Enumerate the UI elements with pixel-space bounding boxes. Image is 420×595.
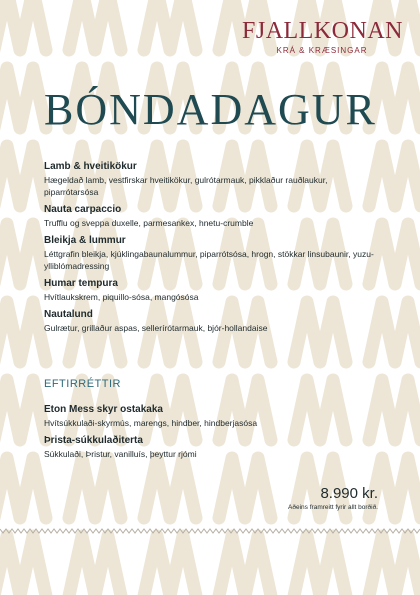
logo-name: FJALLKONAN xyxy=(242,18,403,44)
dish-item xyxy=(44,234,384,272)
dish-description: Léttgrafin bleikja, kjúklingabaunalummur, piparrótsósa, hrogn, stökkar linsubaunir, yuzu-ylliblómadressing xyxy=(44,249,374,271)
dish-name: Nautalund xyxy=(44,309,93,320)
zigzag-divider xyxy=(0,527,420,535)
dish-item xyxy=(44,203,384,229)
dish-description: Hægeldað lamb, vestfirskar hveitikökur, gulrótarmauk, pikklaður rauðlaukur, piparrótarsósa xyxy=(44,175,328,197)
dishes-list xyxy=(44,160,384,334)
logo-subtitle: KRÁ & KRÆSINGAR xyxy=(276,46,368,55)
desserts-heading: EFTIRRÉTTIR xyxy=(44,378,121,390)
dish-item xyxy=(44,308,384,334)
dessert-description: Súkkulaði, Þristur, vanilluís, þeyttur rjómi xyxy=(44,449,197,459)
page-title: BÓNDADAGUR xyxy=(44,85,377,134)
price-block xyxy=(288,485,378,513)
price-note: Aðeins framreitt fyrir allt borðið. xyxy=(288,504,378,511)
dish-name: Bleikja & lummur xyxy=(44,235,126,246)
dish-description: Trufflu og sveppa duxelle, parmesankex, hnetu-crumble xyxy=(44,218,254,228)
dish-name: Humar tempura xyxy=(44,278,118,289)
dish-description: Gulrætur, grillaður aspas, sellerírótarmauk, bjór-hollandaise xyxy=(44,323,268,333)
desserts-section xyxy=(44,377,384,460)
dish-description: Hvítlaukskrem, piquillo-sósa, mangósósa xyxy=(44,292,199,302)
dish-item xyxy=(44,160,384,198)
dessert-name: Eton Mess skyr ostakaka xyxy=(44,404,163,415)
dish-name: Lamb & hveitikökur xyxy=(44,161,137,172)
dessert-name: Þrista-súkkulaðiterta xyxy=(44,435,143,446)
dessert-item xyxy=(44,403,384,429)
dish-item xyxy=(44,277,384,303)
dessert-item xyxy=(44,434,384,460)
logo xyxy=(242,18,402,55)
dish-name: Nauta carpaccio xyxy=(44,204,122,215)
dessert-description: Hvítsúkkulaði-skyrmús, marengs, hindber, hindberjasósa xyxy=(44,418,258,428)
price: 8.990 kr. xyxy=(320,485,378,502)
